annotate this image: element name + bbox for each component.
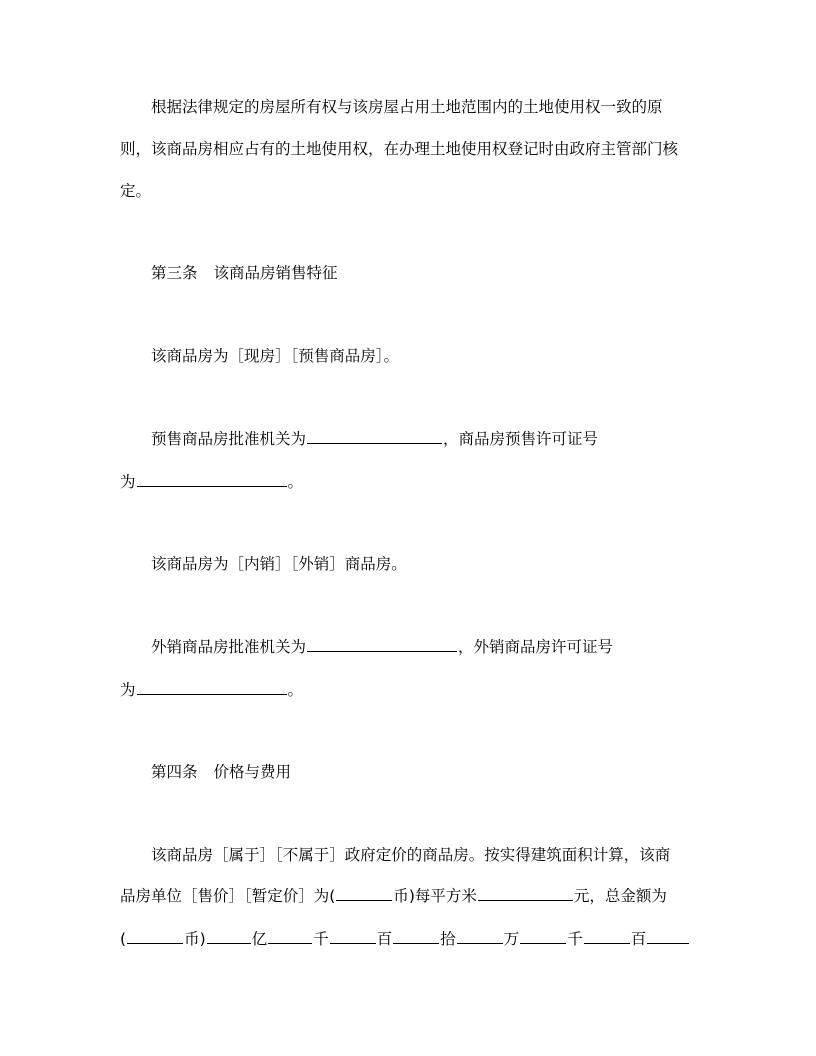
unit-shi: 拾 <box>440 930 456 948</box>
total-amount-label: 元，总金额为 <box>573 887 667 905</box>
unit-price-blank[interactable] <box>478 886 573 901</box>
paragraph-land-line1: 根据法律规定的房屋所有权与该房屋占用土地范围内的土地使用权一致的原 <box>151 98 663 116</box>
currency-open: ( <box>120 930 127 948</box>
article3-title: 该商品房销售特征 <box>213 264 338 282</box>
unit-qian: 千 <box>313 930 329 948</box>
unit-bai: 百 <box>376 930 393 948</box>
unit-wan: 万 <box>503 930 520 948</box>
amount-blank-wan[interactable] <box>457 929 503 944</box>
amount-blank-qian-2[interactable] <box>520 929 566 944</box>
amount-blank-bai[interactable] <box>330 929 376 944</box>
foreign-license-blank[interactable] <box>137 680 287 695</box>
price-line2 <box>120 886 700 906</box>
price-line1: 该商品房［属于］［不属于］政府定价的商品房。按实得建筑面积计算，该商 <box>151 846 671 864</box>
article3-number: 第三条 <box>151 264 198 282</box>
unit-yi: 亿 <box>251 930 268 948</box>
article3-heading <box>151 263 700 283</box>
sale-type-line: 该商品房为［现房］［预售商品房］。 <box>151 347 400 365</box>
presale-license-prefix: 为 <box>120 473 136 491</box>
paragraph-land-line2: 则，该商品房相应占有的土地使用权，在办理土地使用权登记时由政府主管部门核 <box>120 140 679 158</box>
article4-heading <box>151 762 700 782</box>
foreign-authority-blank[interactable] <box>307 637 457 652</box>
amount-blank-shi[interactable] <box>393 929 439 944</box>
domestic-foreign-line: 该商品房为［内销］［外销］商品房。 <box>151 555 407 573</box>
per-sqm-label: 币)每平方米 <box>393 887 477 905</box>
paragraph-land-line3: 定。 <box>120 182 152 200</box>
article4-number: 第四条 <box>151 763 198 781</box>
currency-label: 币) <box>184 930 206 948</box>
amount-blank-yi[interactable] <box>207 929 251 944</box>
foreign-authority-label: 外销商品房批准机关为 <box>151 638 307 656</box>
presale-license-blank[interactable] <box>137 472 287 487</box>
presale-license-line <box>120 472 700 492</box>
unit-bai-2: 百 <box>630 930 647 948</box>
article4-title: 价格与费用 <box>213 763 292 781</box>
amount-blank-bai-2[interactable] <box>584 929 630 944</box>
presale-license-label: ，商品房预售许可证号 <box>443 430 599 448</box>
foreign-license-label: ，外销商品房许可证号 <box>458 638 614 656</box>
foreign-license-end: 。 <box>287 681 304 699</box>
foreign-license-line <box>120 680 700 700</box>
currency-blank-1[interactable] <box>336 886 392 901</box>
presale-authority-line <box>151 429 700 449</box>
presale-authority-blank[interactable] <box>307 429 442 444</box>
presale-authority-label: 预售商品房批准机关为 <box>151 430 307 448</box>
currency-blank-2[interactable] <box>127 929 183 944</box>
price-line3 <box>120 929 700 949</box>
foreign-license-prefix: 为 <box>120 681 136 699</box>
unit-price-label: 品房单位［售价］［暂定价］为( <box>120 887 336 905</box>
amount-blank-tail[interactable] <box>647 929 689 944</box>
foreign-authority-line <box>151 637 700 657</box>
presale-license-end: 。 <box>287 473 304 491</box>
amount-blank-qian[interactable] <box>268 929 312 944</box>
unit-qian-2: 千 <box>567 930 583 948</box>
